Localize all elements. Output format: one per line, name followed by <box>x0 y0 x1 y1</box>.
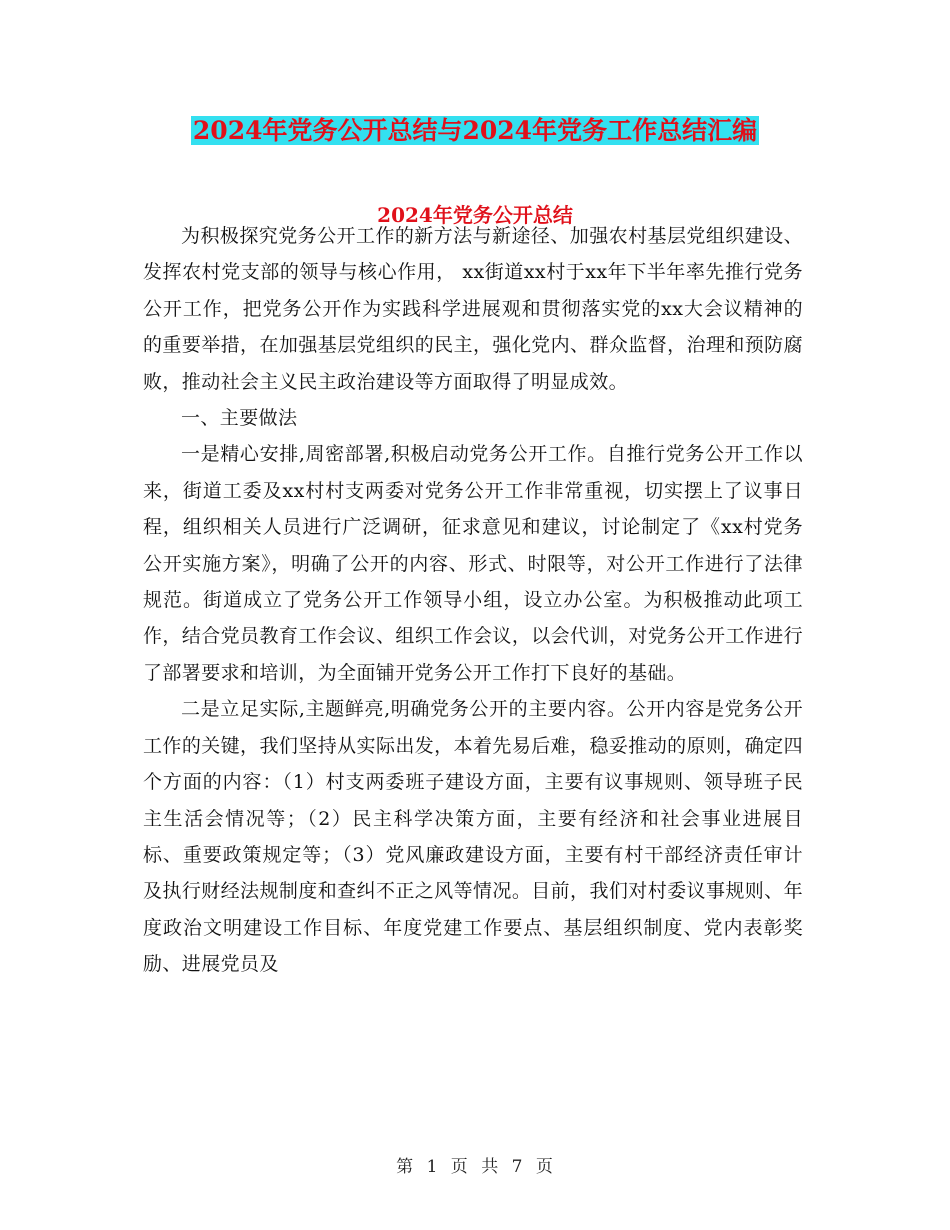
paragraph-intro: 为积极探究党务公开工作的新方法与新途径、加强农村基层党组织建设、发挥农村党支部的领导与核心作用， xx街道xx村于xx年下半年率先推行党务公开工作，把党务公开作为实践科学进展观和贯彻落实党的xx大会议精神的的重要举措，在加强基层党组织的民主，强化党内、群众监督，治理和预防腐败，推动社会主义民主政治建设等方面取得了明显成效。 <box>143 225 803 393</box>
document-title <box>0 113 950 149</box>
footer-page-label: 第 <box>396 1157 415 1177</box>
paragraph-practice-one: 一是精心安排,周密部署,积极启动党务公开工作。自推行党务公开工作以来，街道工委及xx村村支两委对党务公开工作非常重视，切实摆上了议事日程，组织相关人员进行广泛调研，征求意见和建议，讨论制定了《xx村党务公开实施方案》，明确了公开的内容、形式、时限等，对公开工作进行了法律规范。街道成立了党务公开工作领导小组，设立办公室。为积极推动此项工作，结合党员教育工作会议、组织工作会议，以会代训，对党务公开工作进行了部署要求和培训，为全面铺开党务公开工作打下良好的基础。 <box>143 443 803 684</box>
footer-page-number: 1 <box>426 1157 439 1177</box>
footer-total-label: 共 <box>481 1157 500 1177</box>
footer-total-unit: 页 <box>535 1157 554 1177</box>
paragraph-practice-two: 二是立足实际,主题鲜亮,明确党务公开的主要内容。公开内容是党务公开工作的关键，我们坚持从实际出发，本着先易后难，稳妥推动的原则，确定四个方面的内容：（1）村支两委班子建设方面，主要有议事规则、领导班子民主生活会情况等；（2）民主科学决策方面，主要有经济和社会事业进展目标、重要政策规定等；（3）党风廉政建设方面，主要有村干部经济责任审计及执行财经法规制度和查纠不正之风等情况。目前，我们对村委议事规则、年度政治文明建设工作目标、年度党建工作要点、基层组织制度、党内表彰奖励、进展党员及 <box>143 698 803 976</box>
footer-page-unit: 页 <box>450 1157 469 1177</box>
document-title-highlight: 2024年党务公开总结与2024年党务工作总结汇编 <box>192 116 758 145</box>
paragraph-heading-main-practices: 一、主要做法 <box>181 407 298 430</box>
document-body <box>143 218 803 983</box>
page-footer <box>0 1152 950 1177</box>
section-title: 2024年党务公开总结 <box>377 203 573 227</box>
footer-total-number: 7 <box>511 1157 524 1177</box>
